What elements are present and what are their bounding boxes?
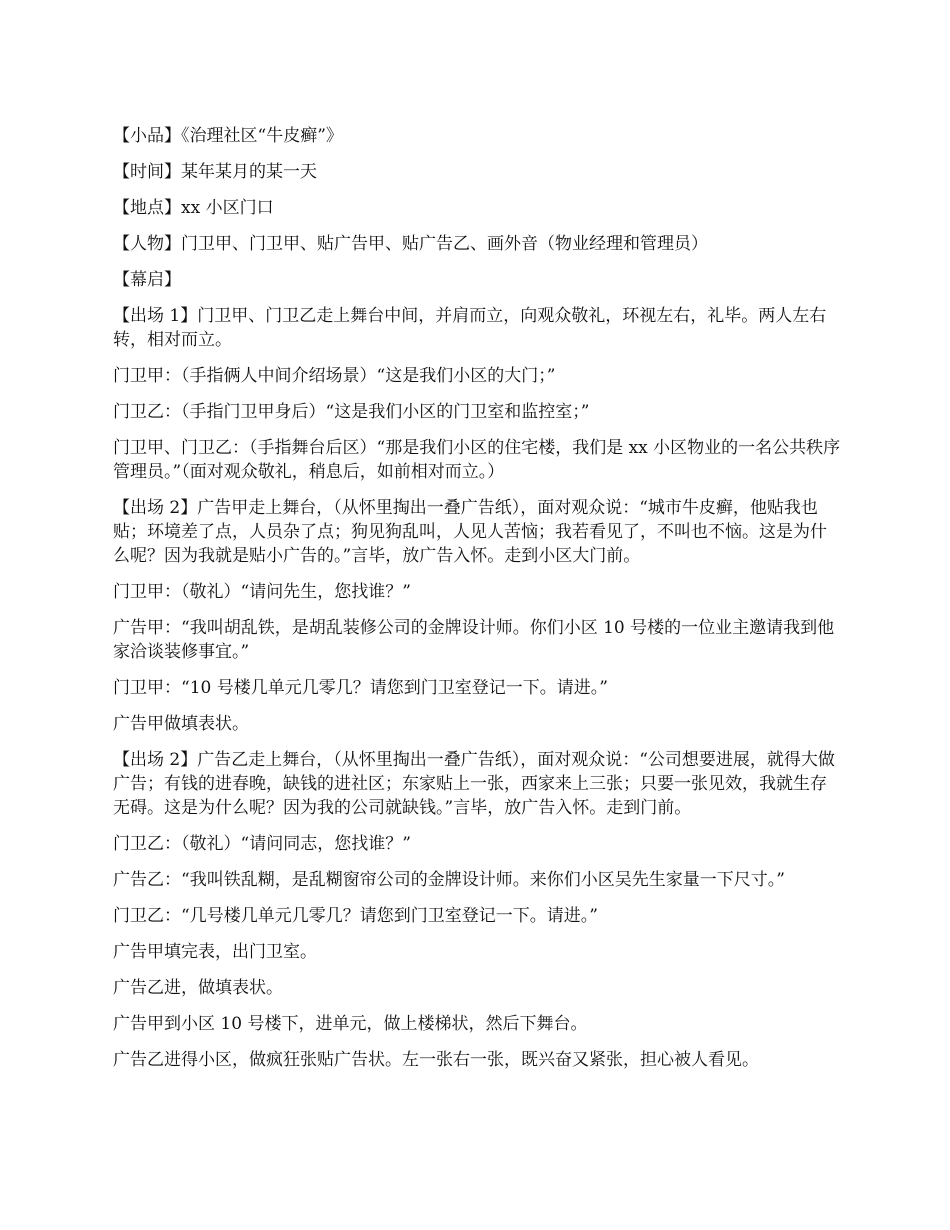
stage-direction: 广告乙进得小区，做疯狂张贴广告状。左一张右一张，既兴奋又紧张，担心被人看见。 (113, 1050, 759, 1070)
dialogue-line: 门卫乙：（手指门卫甲身后）“这是我们小区的门卫室和监控室；” (113, 402, 590, 422)
dialogue-line: 门卫甲、门卫乙：（手指舞台后区）“那是我们小区的住宅楼，我们是 xx 小区物业的一名公共秩序管理员。”（面对观众敬礼，稍息后，如前相对而立。） (113, 438, 841, 482)
dialogue-line: 广告乙：“我叫铁乱糊，是乱糊窗帘公司的金牌设计师。来你们小区吴先生家量一下尺寸。” (113, 870, 785, 890)
stage-direction: 广告甲填完表，出门卫室。 (113, 942, 317, 962)
dialogue-line: 门卫甲：（手指俩人中间介绍场景）“这是我们小区的大门；” (113, 366, 556, 386)
dialogue-line: 门卫乙：“几号楼几单元几零几？请您到门卫室登记一下。请进。” (113, 906, 598, 926)
dialogue-line: 广告甲：“我叫胡乱铁，是胡乱装修公司的金牌设计师。你们小区 10 号楼的一位业主邀请我到他家洽谈装修事宜。” (113, 618, 835, 662)
location-line: 【地点】xx 小区门口 (113, 198, 274, 218)
curtain-up-line: 【幕启】 (113, 270, 181, 290)
title-line: 【小品】《治理社区“牛皮癣”》 (113, 126, 343, 146)
characters-line: 【人物】门卫甲、门卫甲、贴广告甲、贴广告乙、画外音（物业经理和管理员） (113, 234, 708, 254)
dialogue-line: 门卫甲：（敬礼）“请问先生，您找谁？” (113, 582, 411, 602)
scene-paragraph: 【出场 2】广告乙走上舞台，（从怀里掏出一叠广告纸），面对观众说：“公司想要进展，就得大做广告；有钱的进春晚，缺钱的进社区；东家贴上一张，西家来上三张；只要一张见效，我就生存无碍。这是为什么呢？因为我的公司就缺钱。”言毕，放广告入怀。走到门前。 (113, 750, 835, 818)
stage-direction: 广告甲到小区 10 号楼下，进单元，做上楼梯状，然后下舞台。 (113, 1014, 588, 1034)
dialogue-line: 门卫乙：（敬礼）“请问同志，您找谁？” (113, 834, 411, 854)
stage-direction: 广告甲做填表状。 (113, 714, 249, 734)
scene-paragraph: 【出场 1】门卫甲、门卫乙走上舞台中间，并肩而立，向观众敬礼，环视左右，礼毕。两人左右转，相对而立。 (113, 306, 827, 350)
time-line: 【时间】某年某月的某一天 (113, 162, 317, 182)
document-body (113, 124, 841, 1084)
scene-paragraph: 【出场 2】广告甲走上舞台，（从怀里掏出一叠广告纸），面对观众说：“城市牛皮癣，他贴我也贴；环境差了点，人员杂了点；狗见狗乱叫，人见人苦恼；我若看见了，不叫也不恼。这是为什么呢？因为我就是贴小广告的。”言毕，放广告入怀。走到小区大门前。 (113, 498, 827, 566)
stage-direction: 广告乙进，做填表状。 (113, 978, 283, 998)
dialogue-line: 门卫甲：“10 号楼几单元几零几？请您到门卫室登记一下。请进。” (113, 678, 608, 698)
